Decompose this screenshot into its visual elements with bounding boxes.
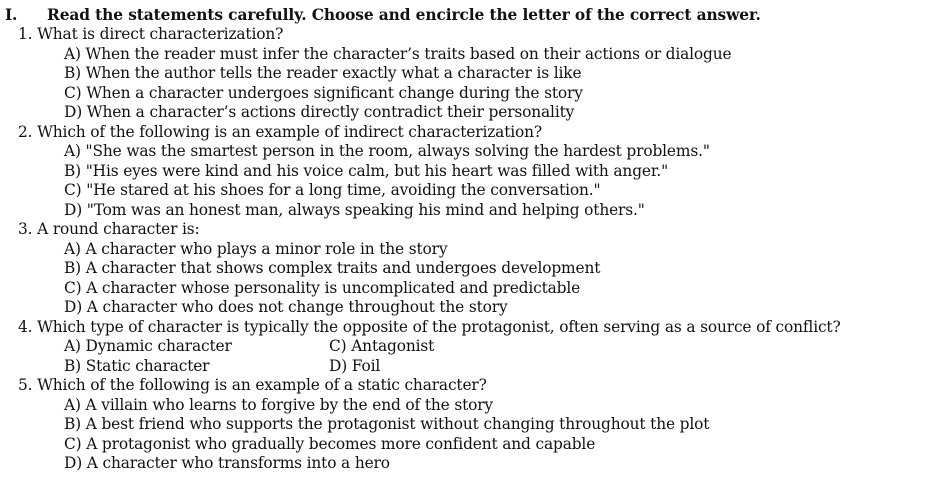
question-1: 1. What is direct characterization? — [18, 25, 284, 43]
question-4: 4. Which type of character is typically the opposite of the protagonist, often serving as a source of conflict? — [18, 318, 841, 336]
question-1-option-b[interactable]: B) When the author tells the reader exactly what a character is like — [64, 64, 582, 82]
question-4-option-b[interactable]: B) Static character — [64, 357, 210, 375]
section-numeral: I. — [5, 6, 18, 24]
question-3-option-b[interactable]: B) A character that shows complex traits and undergoes development — [64, 259, 601, 277]
question-4-option-a[interactable]: A) Dynamic character — [64, 337, 232, 355]
question-2: 2. Which of the following is an example of indirect characterization? — [18, 123, 542, 141]
question-5-option-b[interactable]: B) A best friend who supports the protagonist without changing throughout the plot — [64, 415, 710, 433]
question-3-option-c[interactable]: C) A character whose personality is uncomplicated and predictable — [64, 279, 581, 297]
question-3-option-a[interactable]: A) A character who plays a minor role in the story — [64, 240, 448, 258]
question-2-option-b[interactable]: B) "His eyes were kind and his voice calm, but his heart was filled with anger." — [64, 162, 669, 180]
question-5: 5. Which of the following is an example of a static character? — [18, 376, 487, 394]
question-2-option-d[interactable]: D) "Tom was an honest man, always speaking his mind and helping others." — [64, 201, 645, 219]
question-2-option-a[interactable]: A) "She was the smartest person in the room, always solving the hardest problems." — [64, 142, 710, 160]
question-1-option-d[interactable]: D) When a character’s actions directly contradict their personality — [64, 103, 575, 121]
question-5-option-c[interactable]: C) A protagonist who gradually becomes more confident and capable — [64, 435, 596, 453]
question-2-option-c[interactable]: C) "He stared at his shoes for a long time, avoiding the conversation." — [64, 181, 601, 199]
question-5-option-d[interactable]: D) A character who transforms into a hero — [64, 454, 390, 472]
question-5-option-a[interactable]: A) A villain who learns to forgive by the end of the story — [64, 396, 493, 414]
question-4-option-d[interactable]: D) Foil — [329, 357, 381, 375]
question-1-option-a[interactable]: A) When the reader must infer the character’s traits based on their actions or dialogue — [64, 45, 732, 63]
question-4-option-c[interactable]: C) Antagonist — [329, 337, 435, 355]
question-3-option-d[interactable]: D) A character who does not change throughout the story — [64, 298, 508, 316]
section-instructions: Read the statements carefully. Choose and encircle the letter of the correct answer. — [47, 6, 761, 24]
question-3: 3. A round character is: — [18, 220, 200, 238]
question-1-option-c[interactable]: C) When a character undergoes significant change during the story — [64, 84, 583, 102]
